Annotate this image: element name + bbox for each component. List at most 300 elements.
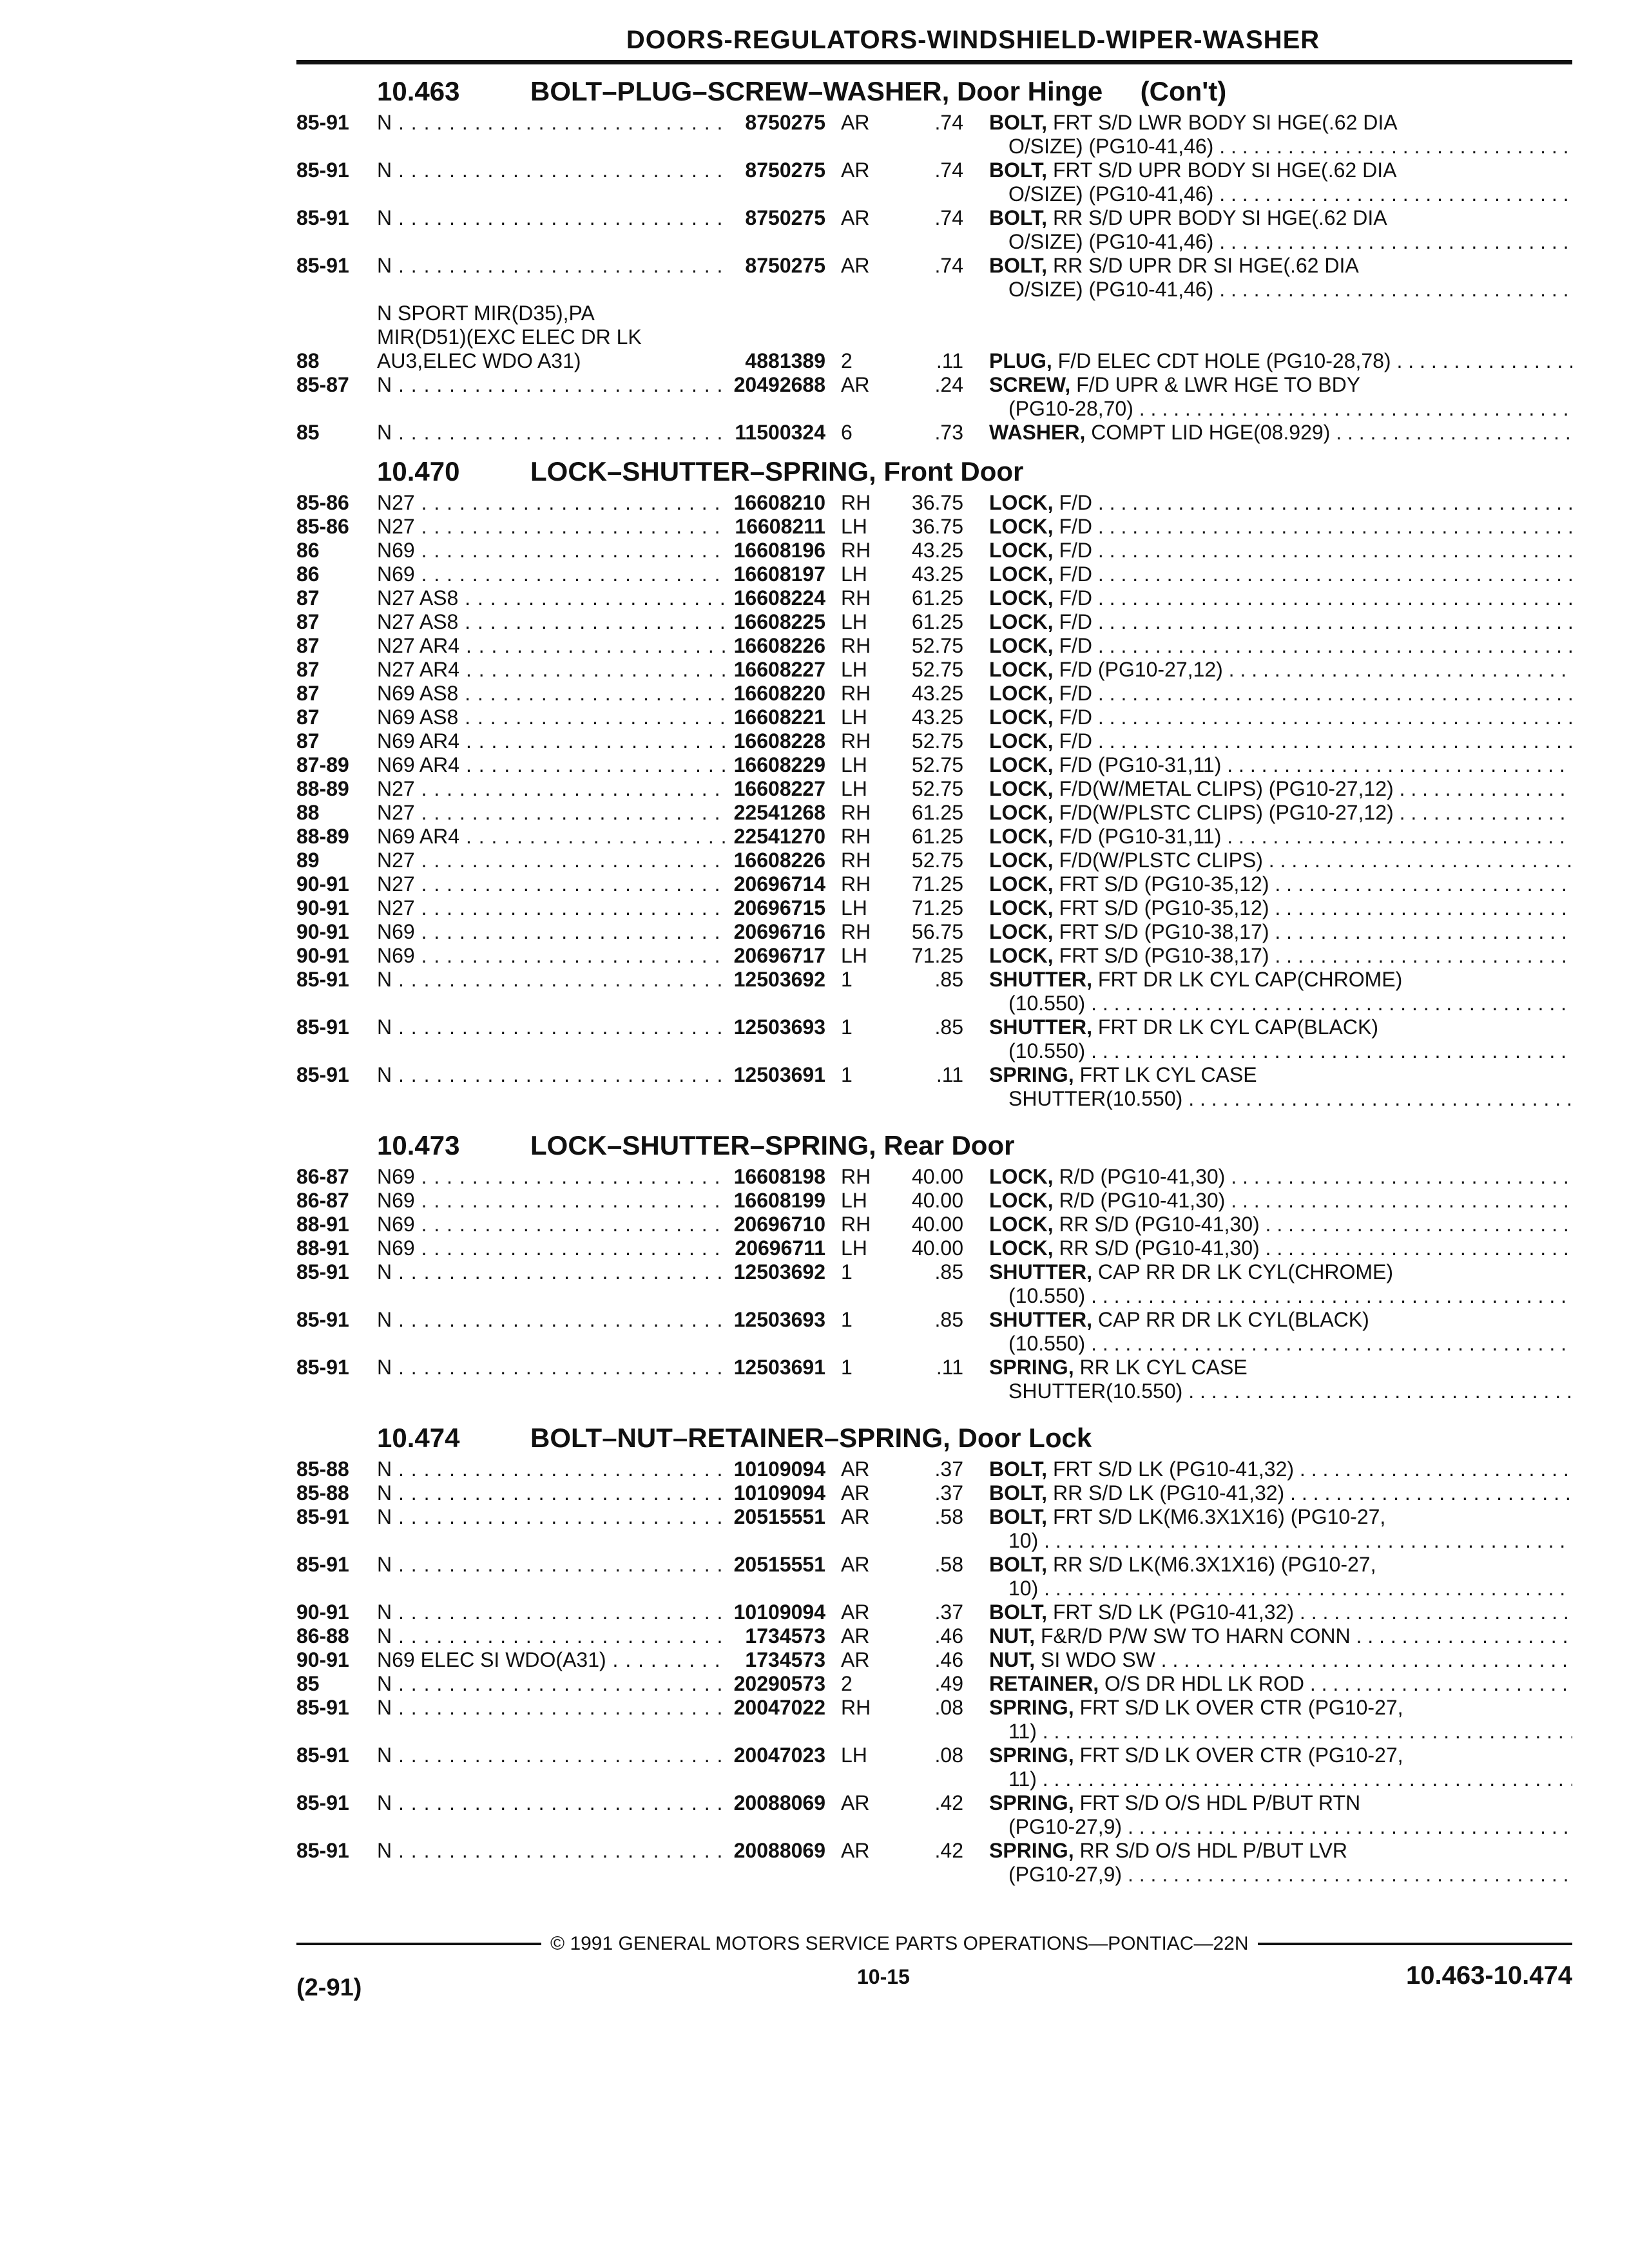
model-codes: [377, 968, 725, 992]
part-row: [296, 1165, 1572, 1189]
part-detail: F/D: [1059, 586, 1092, 610]
part-detail: COMPT LID HGE(08.929): [1091, 421, 1331, 444]
footer-rule-left: [296, 1943, 541, 1945]
part-description: [989, 1481, 1572, 1505]
part-name: LOCK,: [989, 1213, 1054, 1236]
part-detail: FRT S/D LK(M6.3X1X16) (PG10-27,: [1052, 1505, 1386, 1528]
section-heading: [296, 1423, 1572, 1454]
part-name: LOCK,: [989, 920, 1054, 943]
part-detail: F/D: [1059, 706, 1092, 729]
part-name: SPRING,: [989, 1744, 1074, 1767]
part-number: 16608227: [733, 777, 825, 800]
part-number: 16608226: [733, 849, 825, 872]
part-name: LOCK,: [989, 872, 1054, 896]
model-code-text: N27 . . .: [377, 896, 725, 920]
model-codes: [377, 753, 725, 777]
part-description: [989, 1839, 1572, 1887]
part-number: 20696717: [733, 944, 825, 967]
model-codes: [377, 421, 725, 445]
part-detail: F/D UPR & LWR HGE TO BDY: [1076, 373, 1361, 396]
part-number: 12503691: [733, 1356, 825, 1379]
model-code-text: N . . .: [377, 1672, 725, 1696]
part-row: [296, 682, 1572, 706]
part-row: [296, 1189, 1572, 1213]
part-row: [296, 825, 1572, 849]
part-row: [296, 706, 1572, 729]
part-name: LOCK,: [989, 801, 1054, 824]
model-code-text: N . . .: [377, 421, 725, 445]
description-continuation: (PG10-27,9) . . .: [989, 1863, 1572, 1887]
list-price: 52.75: [911, 777, 963, 800]
part-row: [296, 1744, 1572, 1791]
part-number: 8750275: [745, 111, 825, 134]
copyright-text: © 1991 GENERAL MOTORS SERVICE PARTS OPERATIONS—PONTIAC—22N: [550, 1933, 1249, 1954]
part-name: LOCK,: [989, 729, 1054, 753]
list-price: 56.75: [911, 920, 963, 943]
part-row: [296, 586, 1572, 610]
quantity: 2: [841, 1672, 853, 1695]
part-row: [296, 1672, 1572, 1696]
model-codes: [377, 586, 725, 610]
description-continuation: O/SIZE) (PG10-41,46) . . .: [989, 182, 1572, 206]
part-number: 20696716: [733, 920, 825, 943]
part-number: 20696715: [733, 896, 825, 919]
part-detail: SI WDO SW: [1041, 1648, 1155, 1671]
part-description: [989, 729, 1572, 753]
part-detail: F/D: [1059, 682, 1092, 705]
quantity: RH: [841, 920, 871, 943]
quantity: 1: [841, 1260, 853, 1283]
part-name: SPRING,: [989, 1063, 1074, 1086]
model-codes: [377, 1189, 725, 1213]
description-line: [989, 658, 1572, 682]
list-price: 40.00: [911, 1236, 963, 1260]
description-line: [989, 849, 1572, 872]
part-name: LOCK,: [989, 562, 1054, 586]
model-codes: [377, 1481, 725, 1505]
section-title: BOLT–NUT–RETAINER–SPRING, Door Lock: [530, 1423, 1092, 1453]
part-number: 20515551: [733, 1505, 825, 1528]
part-detail: FRT S/D (PG10-35,12): [1059, 872, 1269, 896]
part-row: [296, 896, 1572, 920]
model-codes: [377, 302, 725, 373]
list-price: .08: [934, 1744, 963, 1767]
part-number: 1734573: [745, 1624, 825, 1648]
model-codes: [377, 1015, 725, 1039]
model-code-text: N . . .: [377, 373, 725, 397]
model-code-text: N69 . . .: [377, 1236, 725, 1260]
part-row: [296, 777, 1572, 801]
list-price: 43.25: [911, 682, 963, 705]
list-price: .74: [934, 111, 963, 134]
quantity: LH: [841, 777, 867, 800]
description-line: [989, 706, 1572, 729]
description-line: [989, 1213, 1572, 1236]
description-line: [989, 562, 1572, 586]
model-codes: [377, 1791, 725, 1815]
model-years: 85-86: [296, 491, 349, 514]
part-name: LOCK,: [989, 682, 1054, 705]
quantity: 1: [841, 1063, 853, 1086]
part-row: [296, 1505, 1572, 1553]
list-price: 61.25: [911, 825, 963, 848]
model-codes: [377, 634, 725, 658]
part-detail: F&R/D P/W SW TO HARN CONN: [1041, 1624, 1351, 1648]
part-row: [296, 539, 1572, 562]
model-codes: [377, 1260, 725, 1284]
quantity: AR: [841, 1457, 870, 1481]
model-codes: [377, 1308, 725, 1332]
model-years: 90-91: [296, 944, 349, 967]
part-name: LOCK,: [989, 777, 1054, 800]
model-years: 87: [296, 634, 320, 657]
model-code-text: N SPORT MIR(D35),PA MIR(D51)(EXC ELEC DR LK AU3,ELEC WDO A31): [377, 302, 642, 372]
part-row: [296, 1063, 1572, 1111]
part-number: 16608227: [733, 658, 825, 681]
description-line: [989, 1648, 1572, 1672]
quantity: 1: [841, 1015, 853, 1039]
model-years: 85-91: [296, 1744, 349, 1767]
part-name: LOCK,: [989, 753, 1054, 776]
model-years: 85-91: [296, 159, 349, 182]
description-line: [989, 1063, 1572, 1087]
part-number: 20088069: [733, 1839, 825, 1862]
description-line: [989, 206, 1572, 230]
model-codes: [377, 729, 725, 753]
model-years: 88: [296, 349, 320, 372]
model-code-text: N69 AR4 . . .: [377, 729, 725, 753]
model-codes: [377, 159, 725, 182]
model-codes: [377, 254, 725, 278]
part-row: [296, 1696, 1572, 1744]
list-price: 61.25: [911, 610, 963, 633]
part-number: 10109094: [733, 1481, 825, 1504]
list-price: .46: [934, 1648, 963, 1671]
description-continuation: SHUTTER(10.550) . . .: [989, 1087, 1572, 1111]
description-continuation: 11) . . .: [989, 1767, 1572, 1791]
part-number: 16608211: [735, 515, 825, 538]
quantity: AR: [841, 373, 870, 396]
part-name: SPRING,: [989, 1791, 1074, 1814]
part-name: SHUTTER,: [989, 1260, 1092, 1283]
part-row: [296, 920, 1572, 944]
quantity: LH: [841, 1744, 867, 1767]
list-price: .58: [934, 1505, 963, 1528]
model-years: 86: [296, 562, 320, 586]
part-name: BOLT,: [989, 1481, 1048, 1504]
description-continuation: (10.550) . . .: [989, 1284, 1572, 1308]
model-years: 85-91: [296, 1356, 349, 1379]
description-line: [989, 1189, 1572, 1213]
part-detail: F/D(W/PLSTC CLIPS): [1059, 849, 1263, 872]
section-heading: [296, 76, 1572, 107]
model-code-text: N . . .: [377, 1744, 725, 1767]
part-number: 20290573: [733, 1672, 825, 1695]
part-description: [989, 920, 1572, 944]
model-years: 85-88: [296, 1457, 349, 1481]
description-line: [989, 944, 1572, 968]
model-years: 87: [296, 658, 320, 681]
model-years: 88: [296, 801, 320, 824]
part-detail: CAP RR DR LK CYL(BLACK): [1097, 1308, 1369, 1331]
quantity: RH: [841, 1696, 871, 1719]
description-line: [989, 111, 1572, 135]
description-line: [989, 373, 1572, 397]
quantity: LH: [841, 896, 867, 919]
description-continuation: O/SIZE) (PG10-41,46) . . .: [989, 135, 1572, 159]
description-line: [989, 1015, 1572, 1039]
description-continuation: SHUTTER(10.550) . . .: [989, 1379, 1572, 1403]
model-years: 86-88: [296, 1624, 349, 1648]
model-years: 85-91: [296, 968, 349, 991]
model-code-text: N69 . . .: [377, 562, 725, 586]
part-description: [989, 111, 1572, 159]
part-description: [989, 373, 1572, 421]
model-code-text: N69 . . .: [377, 539, 725, 562]
part-detail: F/D(W/METAL CLIPS) (PG10-27,12): [1059, 777, 1394, 800]
model-code-text: N . . .: [377, 968, 725, 992]
part-row: [296, 1308, 1572, 1356]
quantity: 1: [841, 1356, 853, 1379]
part-detail: FRT S/D (PG10-38,17): [1059, 944, 1269, 967]
part-row: [296, 254, 1572, 302]
part-description: [989, 1213, 1572, 1236]
part-description: [989, 562, 1572, 586]
model-codes: [377, 1457, 725, 1481]
quantity: RH: [841, 729, 871, 753]
part-name: NUT,: [989, 1624, 1036, 1648]
part-detail: RR S/D LK (PG10-41,32): [1052, 1481, 1285, 1504]
part-name: SHUTTER,: [989, 1308, 1092, 1331]
part-number: 12503693: [733, 1015, 825, 1039]
quantity: RH: [841, 825, 871, 848]
model-code-text: N27 . . .: [377, 491, 725, 515]
description-line: [989, 634, 1572, 658]
part-row: [296, 801, 1572, 825]
description-continuation: 11) . . .: [989, 1720, 1572, 1744]
part-number: 16608221: [733, 706, 825, 729]
model-code-text: N27 . . .: [377, 872, 725, 896]
model-codes: [377, 1356, 725, 1379]
part-detail: F/D: [1059, 562, 1092, 586]
part-description: [989, 1672, 1572, 1696]
part-name: LOCK,: [989, 1189, 1054, 1212]
part-detail: RR LK CYL CASE: [1079, 1356, 1248, 1379]
model-code-text: N69 ELEC SI WDO(A31) . . .: [377, 1648, 725, 1672]
part-description: [989, 968, 1572, 1015]
quantity: LH: [841, 658, 867, 681]
part-row: [296, 515, 1572, 539]
part-description: [989, 254, 1572, 302]
part-number: 20492688: [733, 373, 825, 396]
part-name: WASHER,: [989, 421, 1086, 444]
description-line: [989, 1696, 1572, 1720]
model-years: 85: [296, 421, 320, 444]
part-detail: F/D (PG10-31,11): [1059, 825, 1222, 848]
part-name: LOCK,: [989, 849, 1054, 872]
description-line: [989, 801, 1572, 825]
model-years: 87-89: [296, 753, 349, 776]
model-codes: [377, 1672, 725, 1696]
part-description: [989, 682, 1572, 706]
model-code-text: N27 AR4 . . .: [377, 658, 725, 682]
part-name: BOLT,: [989, 111, 1048, 134]
part-number: 10109094: [733, 1600, 825, 1624]
list-price: .24: [934, 373, 963, 396]
model-code-text: N . . .: [377, 254, 725, 278]
quantity: 1: [841, 1308, 853, 1331]
catalog-page: [296, 26, 1572, 1887]
model-codes: [377, 491, 725, 515]
copyright-line: [296, 1933, 1572, 1955]
list-price: 43.25: [911, 706, 963, 729]
quantity: RH: [841, 801, 871, 824]
part-number: 20088069: [733, 1791, 825, 1814]
description-line: [989, 1260, 1572, 1284]
description-continuation: O/SIZE) (PG10-41,46) . . .: [989, 278, 1572, 302]
model-years: 85-91: [296, 1791, 349, 1814]
part-row: [296, 1600, 1572, 1624]
quantity: LH: [841, 944, 867, 967]
part-name: BOLT,: [989, 206, 1048, 229]
part-name: BOLT,: [989, 1505, 1048, 1528]
model-years: 85-91: [296, 254, 349, 277]
description-line: [989, 1457, 1572, 1481]
part-detail: RR S/D (PG10-41,30): [1059, 1213, 1260, 1236]
part-name: BOLT,: [989, 159, 1048, 182]
model-code-text: N . . .: [377, 1015, 725, 1039]
part-name: LOCK,: [989, 515, 1054, 538]
model-years: 85: [296, 1672, 320, 1695]
part-description: [989, 610, 1572, 634]
list-price: 36.75: [911, 491, 963, 514]
model-years: 88-91: [296, 1213, 349, 1236]
part-number: 20047022: [733, 1696, 825, 1719]
part-number: 20047023: [733, 1744, 825, 1767]
model-years: 88-89: [296, 777, 349, 800]
part-description: [989, 349, 1572, 373]
part-name: SCREW,: [989, 373, 1071, 396]
model-codes: [377, 825, 725, 849]
description-line: [989, 682, 1572, 706]
model-years: 85-87: [296, 373, 349, 396]
model-codes: [377, 849, 725, 872]
model-code-text: N . . .: [377, 1839, 725, 1863]
model-years: 90-91: [296, 1600, 349, 1624]
model-years: 87: [296, 586, 320, 610]
part-name: LOCK,: [989, 634, 1054, 657]
part-description: [989, 206, 1572, 254]
part-number: 20696710: [733, 1213, 825, 1236]
part-description: [989, 944, 1572, 968]
list-price: .74: [934, 254, 963, 277]
part-description: [989, 1015, 1572, 1063]
model-codes: [377, 872, 725, 896]
model-years: 85-91: [296, 1063, 349, 1086]
part-name: SHUTTER,: [989, 1015, 1092, 1039]
part-number: 16608210: [733, 491, 825, 514]
list-price: .37: [934, 1600, 963, 1624]
model-code-text: N . . .: [377, 1457, 725, 1481]
model-codes: [377, 1696, 725, 1720]
list-price: 40.00: [911, 1213, 963, 1236]
model-code-text: N69 . . .: [377, 1213, 725, 1236]
list-price: 52.75: [911, 634, 963, 657]
quantity: AR: [841, 1791, 870, 1814]
part-row: [296, 302, 1572, 373]
part-description: [989, 1744, 1572, 1791]
part-detail: R/D (PG10-41,30): [1059, 1165, 1226, 1188]
footer-rule-right: [1258, 1943, 1572, 1945]
part-description: [989, 801, 1572, 825]
part-detail: FRT DR LK CYL CAP(CHROME): [1097, 968, 1403, 991]
part-name: SPRING,: [989, 1839, 1074, 1862]
part-detail: FRT S/D LK (PG10-41,32): [1052, 1600, 1295, 1624]
list-price: .11: [936, 1356, 963, 1379]
part-description: [989, 1457, 1572, 1481]
list-price: .49: [934, 1672, 963, 1695]
part-name: LOCK,: [989, 1165, 1054, 1188]
quantity: RH: [841, 872, 871, 896]
part-row: [296, 111, 1572, 159]
part-detail: FRT S/D LK OVER CTR (PG10-27,: [1079, 1744, 1403, 1767]
model-code-text: N . . .: [377, 1063, 725, 1087]
part-description: [989, 1600, 1572, 1624]
part-detail: F/D ELEC CDT HOLE (PG10-28,78): [1057, 349, 1391, 372]
model-code-text: N . . .: [377, 206, 725, 230]
list-price: 52.75: [911, 729, 963, 753]
section-number: 10.473: [377, 1130, 460, 1160]
model-code-text: N69 . . .: [377, 920, 725, 944]
list-price: .37: [934, 1481, 963, 1504]
part-row: [296, 753, 1572, 777]
part-detail: F/D: [1059, 634, 1092, 657]
model-code-text: N69 . . .: [377, 944, 725, 968]
quantity: RH: [841, 849, 871, 872]
description-line: [989, 920, 1572, 944]
part-name: BOLT,: [989, 1457, 1048, 1481]
part-description: [989, 872, 1572, 896]
part-row: [296, 373, 1572, 421]
part-description: [989, 1648, 1572, 1672]
part-description: [989, 1624, 1572, 1648]
quantity: RH: [841, 682, 871, 705]
list-price: .74: [934, 159, 963, 182]
model-years: 87: [296, 706, 320, 729]
list-price: .11: [936, 349, 963, 372]
model-years: 85-91: [296, 1015, 349, 1039]
description-continuation: 10) . . .: [989, 1529, 1572, 1553]
description-line: [989, 968, 1572, 992]
list-price: .73: [934, 421, 963, 444]
quantity: LH: [841, 562, 867, 586]
model-codes: [377, 1505, 725, 1529]
model-years: 86: [296, 539, 320, 562]
model-code-text: N69 . . .: [377, 1165, 725, 1189]
model-years: 85-88: [296, 1481, 349, 1504]
part-number: 8750275: [745, 254, 825, 277]
quantity: AR: [841, 111, 870, 134]
part-row: [296, 491, 1572, 515]
description-line: [989, 1481, 1572, 1505]
model-codes: [377, 1600, 725, 1624]
description-line: [989, 1624, 1572, 1648]
list-price: .46: [934, 1624, 963, 1648]
description-line: [989, 1165, 1572, 1189]
model-codes: [377, 920, 725, 944]
part-detail: FRT S/D LK OVER CTR (PG10-27,: [1079, 1696, 1403, 1719]
part-description: [989, 1189, 1572, 1213]
